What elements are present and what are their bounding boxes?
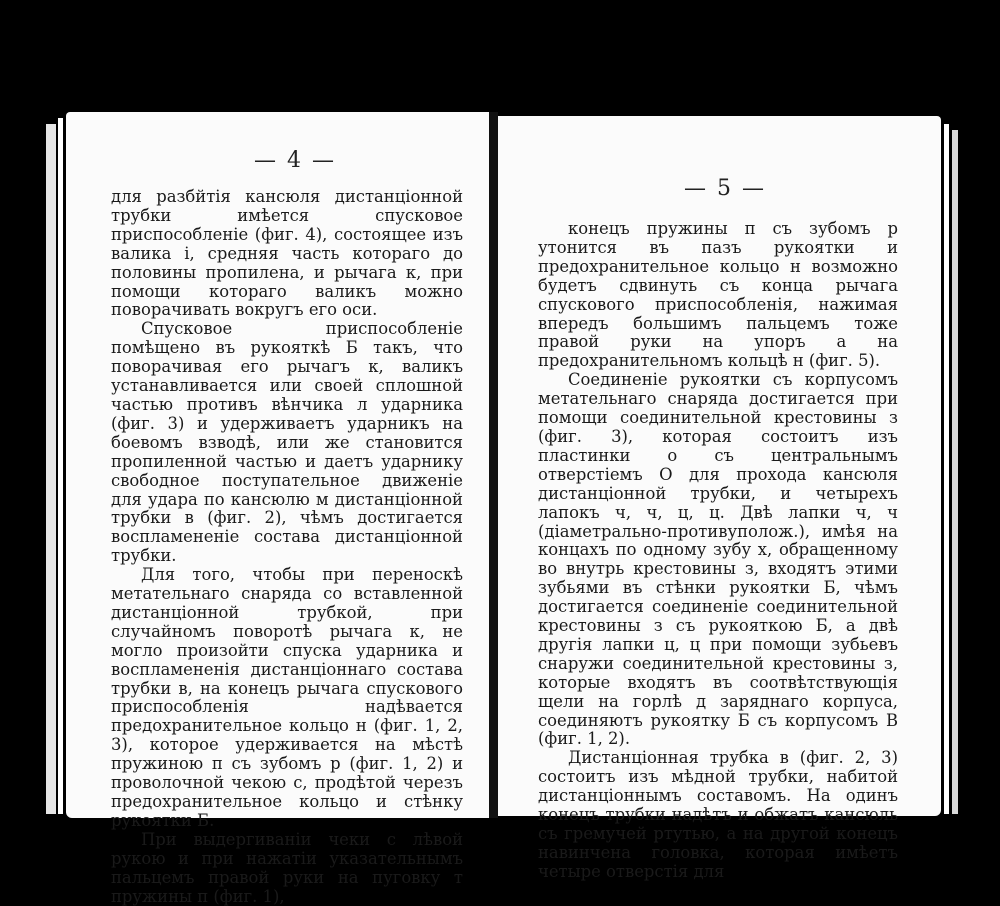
page-text bbox=[538, 220, 898, 882]
book-edge-right-inner bbox=[944, 124, 949, 814]
paragraph: Для того, чтобы при переноскѣ метательнаго снаряда со вставленной дистанціонной трубкой, при случайномъ поворотѣ рычага к, не могло произойти спуска ударника и воспламененія дистанціоннаго состава трубки в, на конецъ рычага спускового приспособленія надѣвается предохранительное кольцо н (фиг. 1, 2, 3), которое удерживается на мѣстѣ пружиною п съ зубомъ р (фиг. 1, 2) и проволочной чекою с, продѣтой черезъ предохранительное кольцо и стѣнку рукоятки Б. bbox=[111, 565, 463, 830]
book-edge-right bbox=[952, 130, 958, 814]
right-page bbox=[498, 116, 941, 881]
book-edge-left bbox=[46, 124, 56, 814]
page-number: — 5 — bbox=[684, 176, 766, 201]
left-page bbox=[66, 112, 489, 906]
page-text bbox=[111, 188, 463, 906]
paragraph: Соединеніе рукоятки съ корпусомъ метательнаго снаряда достигается при помощи соединительной крестовины з (фиг. 3), которая состоитъ изъ пластинки о съ центральнымъ отверстіемъ О для прохода кансюля дистанціонной трубки, и четырехъ лапокъ ч, ч, ц, ц. Двѣ лапки ч, ч (діаметрально-противуполож.), имѣя на концахъ по одному зубу х, обращенному во внутрь крестовины з, входятъ этими зубьями въ стѣнки рукоятки Б, чѣмъ достигается соединеніе соединительной крестовины з съ рукояткою Б, а двѣ другія лапки ц, ц при помощи зубьевъ снаружи соединительной крестовины з, которые входятъ въ соотвѣтствующія щели на горлѣ д зaряднаго корпуса, соединяютъ рукоятку Б съ корпусомъ В (фиг. 1, 2). bbox=[538, 370, 898, 749]
paragraph: Спусковое приспособленіе помѣщено въ рукояткѣ Б такъ, что поворачивая его рычагъ к, валикъ устанавливается или своей сплошной частью противъ вѣнчика л ударника (фиг. 3) и удерживаетъ ударникъ на боевомъ взводѣ, или же становится пропиленной частью и даетъ ударнику свободное поступательное движеніе для удара по кансюлю м дистанціонной трубки в (фиг. 2), чѣмъ достигается воспламененіе состава дистанціонной трубки. bbox=[111, 319, 463, 566]
paragraph: Дистанціонная трубка в (фиг. 2, 3) состоитъ изъ мѣдной трубки, набитой дистанціоннымъ составомъ. На одинъ конецъ трубки надѣтъ и обжатъ кансюль съ гремучей ртутью, а на другой конецъ навинчена головка, которая имѣетъ четыре отверстія для bbox=[538, 748, 898, 881]
paragraph: для разбйтія кансюля дистанціонной трубки имѣется спусковое приспособленіе (фиг. 4), состоящее изъ валика i, средняя часть котораго до половины пропилена, и рычага к, при помощи котораго валикъ можно поворачивать вокругъ его оси. bbox=[111, 187, 463, 320]
page-number: — 4 — bbox=[254, 148, 336, 173]
book-edge-left-inner bbox=[58, 118, 63, 814]
book-gutter bbox=[489, 112, 498, 818]
paragraph: При выдергиваніи чеки с лѣвой рукою и при нажатіи указательнымъ пальцемъ правой руки на пуговку т пружины п (фиг. 1), bbox=[111, 829, 463, 906]
paragraph: конецъ пружины п съ зубомъ р утонится въ пазъ рукоятки и предохранительное кольцо н возможно будетъ сдвинуть съ конца рычага спускового приспособленія, нажимая впередъ большимъ пальцемъ тоже правой руки на упоръ а на предохранительномъ кольцѣ н (фиг. 5). bbox=[538, 219, 898, 371]
